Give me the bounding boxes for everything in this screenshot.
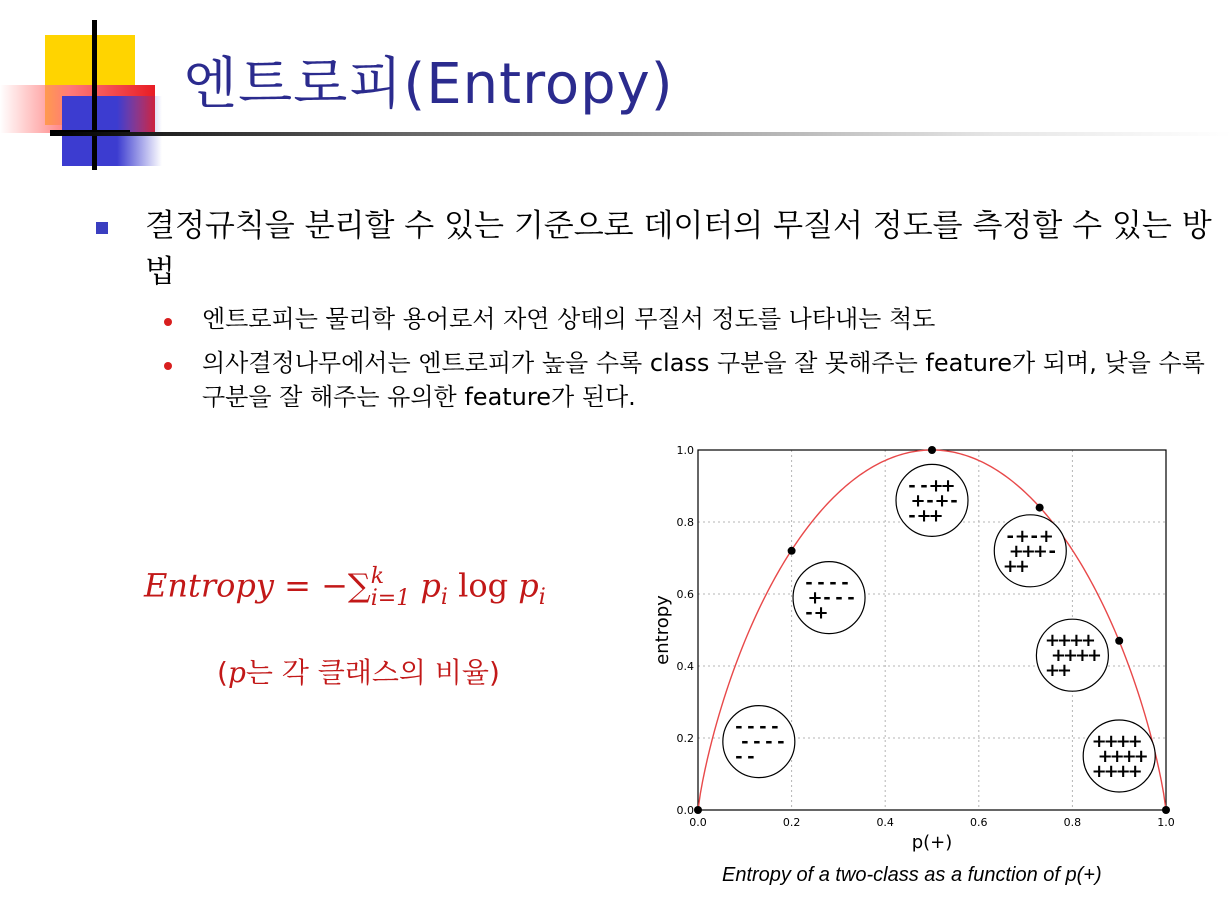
- sample-group: [793, 562, 865, 634]
- formula-note: [217, 651, 500, 691]
- x-axis-label: p(+): [911, 832, 953, 853]
- minus-sign: -: [747, 716, 755, 738]
- plus-sign: +: [1020, 540, 1036, 562]
- note-var: p: [227, 656, 246, 689]
- minus-sign: -: [829, 572, 837, 594]
- plus-sign: +: [1127, 731, 1143, 752]
- minus-sign: -: [841, 572, 849, 594]
- y-axis-label: entropy: [652, 595, 673, 665]
- formula-sub: i=1: [370, 586, 411, 611]
- entropy-chart: [640, 440, 1200, 860]
- sample-group: [994, 515, 1066, 587]
- y-tick-label: 0.6: [676, 588, 694, 601]
- plus-sign: +: [1044, 630, 1060, 652]
- formula-term2-sub: i: [538, 584, 546, 610]
- x-tick-label: 0.0: [689, 816, 707, 829]
- sample-group: [1083, 720, 1155, 792]
- title-underline: [50, 132, 1232, 136]
- plus-sign: +: [940, 475, 956, 497]
- plus-sign: +: [1014, 525, 1030, 547]
- plus-sign: +: [1056, 660, 1072, 682]
- plus-sign: +: [1068, 630, 1084, 652]
- minus-sign: -: [823, 587, 831, 609]
- plus-sign: +: [1109, 746, 1125, 767]
- minus-sign: -: [777, 731, 785, 753]
- minus-sign: -: [908, 475, 916, 497]
- sample-group: [896, 464, 968, 536]
- bullet-dot-icon: [164, 318, 172, 326]
- plus-sign: +: [928, 505, 944, 527]
- minus-sign: -: [908, 505, 916, 527]
- chart-caption: Entropy of a two-class as a function of p(+): [722, 864, 1102, 886]
- minus-sign: -: [1048, 540, 1057, 562]
- minus-sign: -: [805, 602, 813, 624]
- plus-sign: +: [1032, 540, 1048, 562]
- data-point: [788, 547, 796, 555]
- deco-vertical-line: [92, 20, 97, 170]
- bullet-dot-icon: [164, 362, 172, 370]
- entropy-formula: [144, 566, 546, 610]
- minus-sign: -: [847, 587, 855, 609]
- slide-title: 엔트로피(Entropy): [183, 52, 674, 117]
- plus-sign: +: [910, 490, 926, 512]
- plus-sign: +: [1115, 731, 1131, 752]
- plus-sign: +: [1097, 746, 1113, 767]
- plus-sign: +: [916, 505, 932, 527]
- y-tick-label: 0.4: [676, 660, 694, 673]
- data-point: [1115, 637, 1123, 645]
- sub-bullet-2-text: 의사결정나무에서는 엔트로피가 높을 수록 class 구분을 잘 못해주는 feature가 되며, 낮을 수록 구분을 잘 해주는 유의한 feature가 된다.: [202, 349, 1205, 411]
- plus-sign: +: [1103, 761, 1119, 782]
- plus-sign: +: [1038, 525, 1054, 547]
- plus-sign: +: [1127, 761, 1143, 782]
- plus-sign: +: [1062, 645, 1078, 667]
- minus-sign: -: [765, 731, 773, 753]
- formula-term1: p: [420, 566, 441, 605]
- plus-sign: +: [813, 602, 829, 624]
- minus-sign: -: [835, 587, 843, 609]
- y-tick-label: 1.0: [676, 444, 694, 457]
- y-tick-label: 0.2: [676, 732, 694, 745]
- plus-sign: +: [1002, 555, 1018, 577]
- x-tick-label: 0.2: [782, 816, 801, 829]
- minus-sign: -: [817, 572, 825, 594]
- y-tick-label: 0.8: [676, 516, 694, 529]
- formula-lhs: Entropy: [144, 566, 274, 605]
- y-tick-label: 0.0: [676, 804, 694, 817]
- plus-sign: +: [928, 475, 944, 497]
- minus-sign: -: [950, 490, 958, 512]
- note-text: 는 각 클래스의 비율): [245, 656, 500, 689]
- bullet-square-icon: [96, 222, 108, 234]
- plus-sign: +: [1091, 731, 1107, 752]
- formula-term2: p: [518, 566, 539, 605]
- data-point: [1162, 806, 1170, 814]
- main-bullet-text: 결정규칙을 분리할 수 있는 기준으로 데이터의 무질서 정도를 측정할 수 있는 방법: [145, 208, 1212, 290]
- minus-sign: -: [741, 731, 749, 753]
- sub-bullet-1-text: 엔트로피는 물리학 용어로서 자연 상태의 무질서 정도를 나타내는 척도: [202, 305, 936, 333]
- x-tick-label: 0.4: [876, 816, 894, 829]
- minus-sign: -: [926, 490, 934, 512]
- plus-sign: +: [1050, 645, 1066, 667]
- minus-sign: -: [753, 731, 761, 753]
- plus-sign: +: [1133, 746, 1149, 767]
- plus-sign: +: [1086, 645, 1102, 667]
- plus-sign: +: [807, 587, 823, 609]
- plus-sign: +: [1056, 630, 1072, 652]
- data-point: [1036, 504, 1044, 512]
- minus-sign: -: [735, 716, 743, 738]
- formula-term1-sub: i: [440, 584, 448, 610]
- x-tick-label: 0.6: [970, 816, 988, 829]
- note-open: (: [217, 656, 228, 689]
- minus-sign: -: [920, 475, 928, 497]
- minus-sign: -: [759, 716, 767, 738]
- minus-sign: -: [1030, 525, 1039, 547]
- plus-sign: +: [1008, 540, 1024, 562]
- plus-sign: +: [1074, 645, 1090, 667]
- formula-log: log: [458, 566, 509, 605]
- minus-sign: -: [805, 572, 813, 594]
- sample-group: [1036, 619, 1108, 691]
- chart-samples: [723, 464, 1155, 792]
- x-tick-label: 1.0: [1157, 816, 1175, 829]
- formula-eq: = −: [284, 566, 348, 605]
- minus-sign: -: [735, 746, 743, 768]
- plus-sign: +: [1103, 731, 1119, 752]
- plus-sign: +: [1121, 746, 1137, 767]
- minus-sign: -: [1006, 525, 1015, 547]
- plus-sign: +: [1091, 761, 1107, 782]
- plus-sign: +: [1080, 630, 1096, 652]
- formula-sum: ∑: [347, 566, 371, 605]
- minus-sign: -: [771, 716, 779, 738]
- minus-sign: -: [747, 746, 755, 768]
- x-tick-label: 0.8: [1063, 816, 1082, 829]
- formula-sup: k: [370, 564, 385, 589]
- plus-sign: +: [934, 490, 950, 512]
- sample-group: [723, 706, 795, 778]
- plus-sign: +: [1115, 761, 1131, 782]
- plus-sign: +: [1014, 555, 1030, 577]
- data-point: [694, 806, 702, 814]
- plus-sign: +: [1044, 660, 1060, 682]
- data-point: [928, 446, 936, 454]
